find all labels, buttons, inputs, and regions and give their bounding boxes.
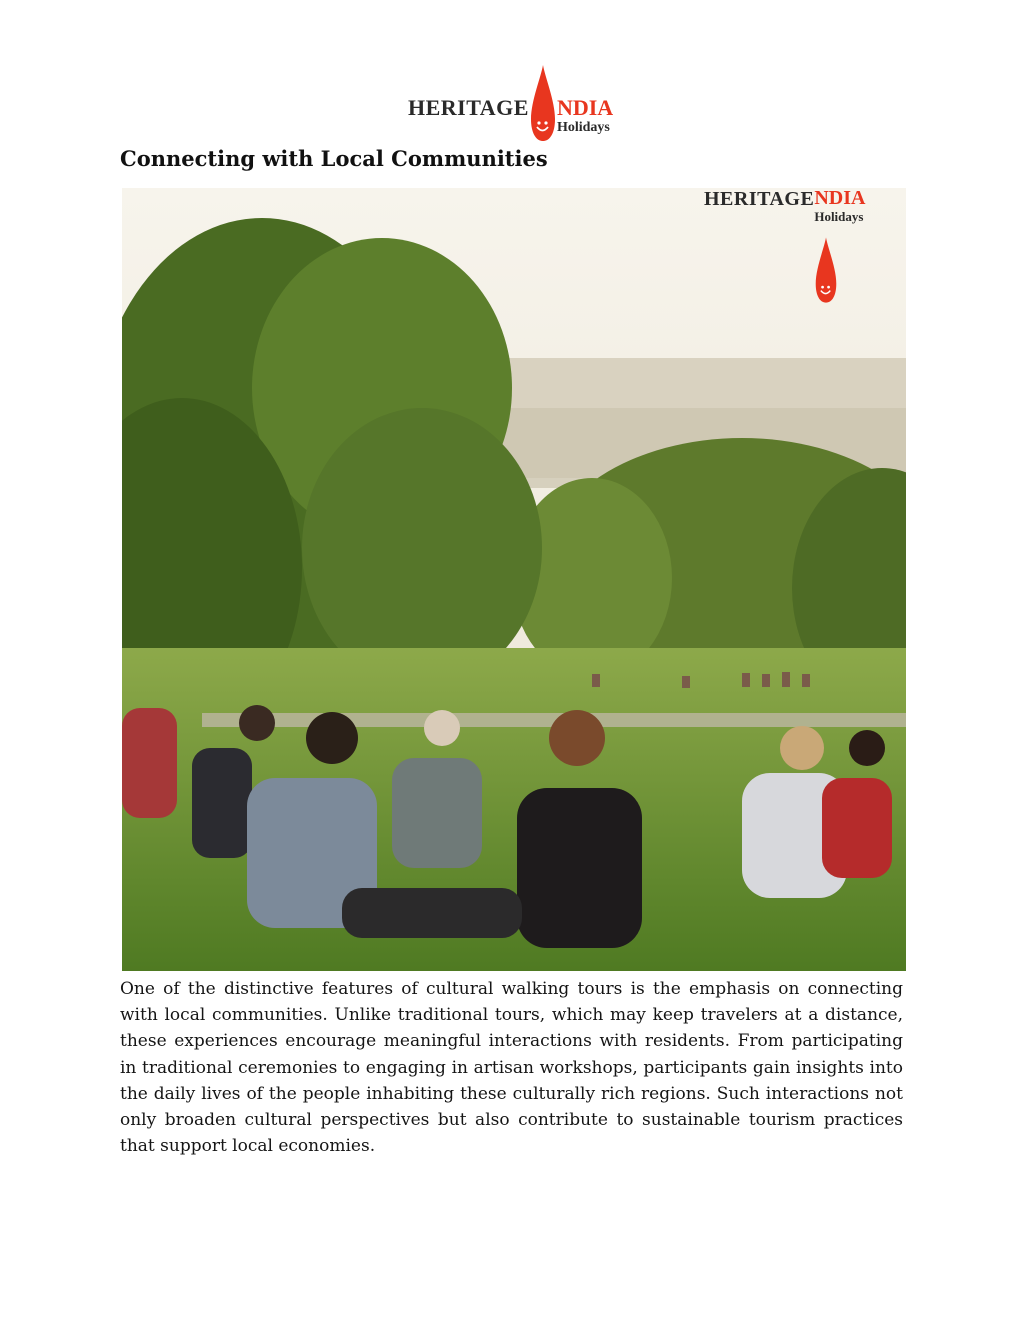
logo-word-ndia: NDIA [556, 95, 614, 120]
photo-logo-word-holidays: Holidays [814, 209, 864, 224]
park-crowd-photo [122, 188, 906, 971]
photo-logo-word-ndia: NDIA [814, 188, 866, 209]
brand-logo [408, 63, 613, 147]
photo-logo-word-heritage: HERITAGE [704, 188, 815, 210]
page-title: Connecting with Local Communities [120, 146, 548, 171]
photo-brand-logo [704, 188, 865, 235]
logo-word-heritage: HERITAGE [408, 95, 529, 120]
body-paragraph: One of the distinctive features of cultural walking tours is the emphasis on connecting with local communities. Unlike traditional tours, which may keep travelers at a distance, these experiences encourage meaningful interactions with residents. From participating in traditional ceremonies to engaging in artisan workshops, participants gain insights into the daily lives of the people inhabiting these culturally rich regions. Such interactions not only broaden cultural perspectives but also contribute to sustainable tourism practices that support local economies. [120, 979, 903, 1157]
logo-word-holidays: Holidays [556, 120, 610, 135]
logo-drop-icon [529, 63, 557, 147]
park-photo-illustration [122, 188, 906, 971]
